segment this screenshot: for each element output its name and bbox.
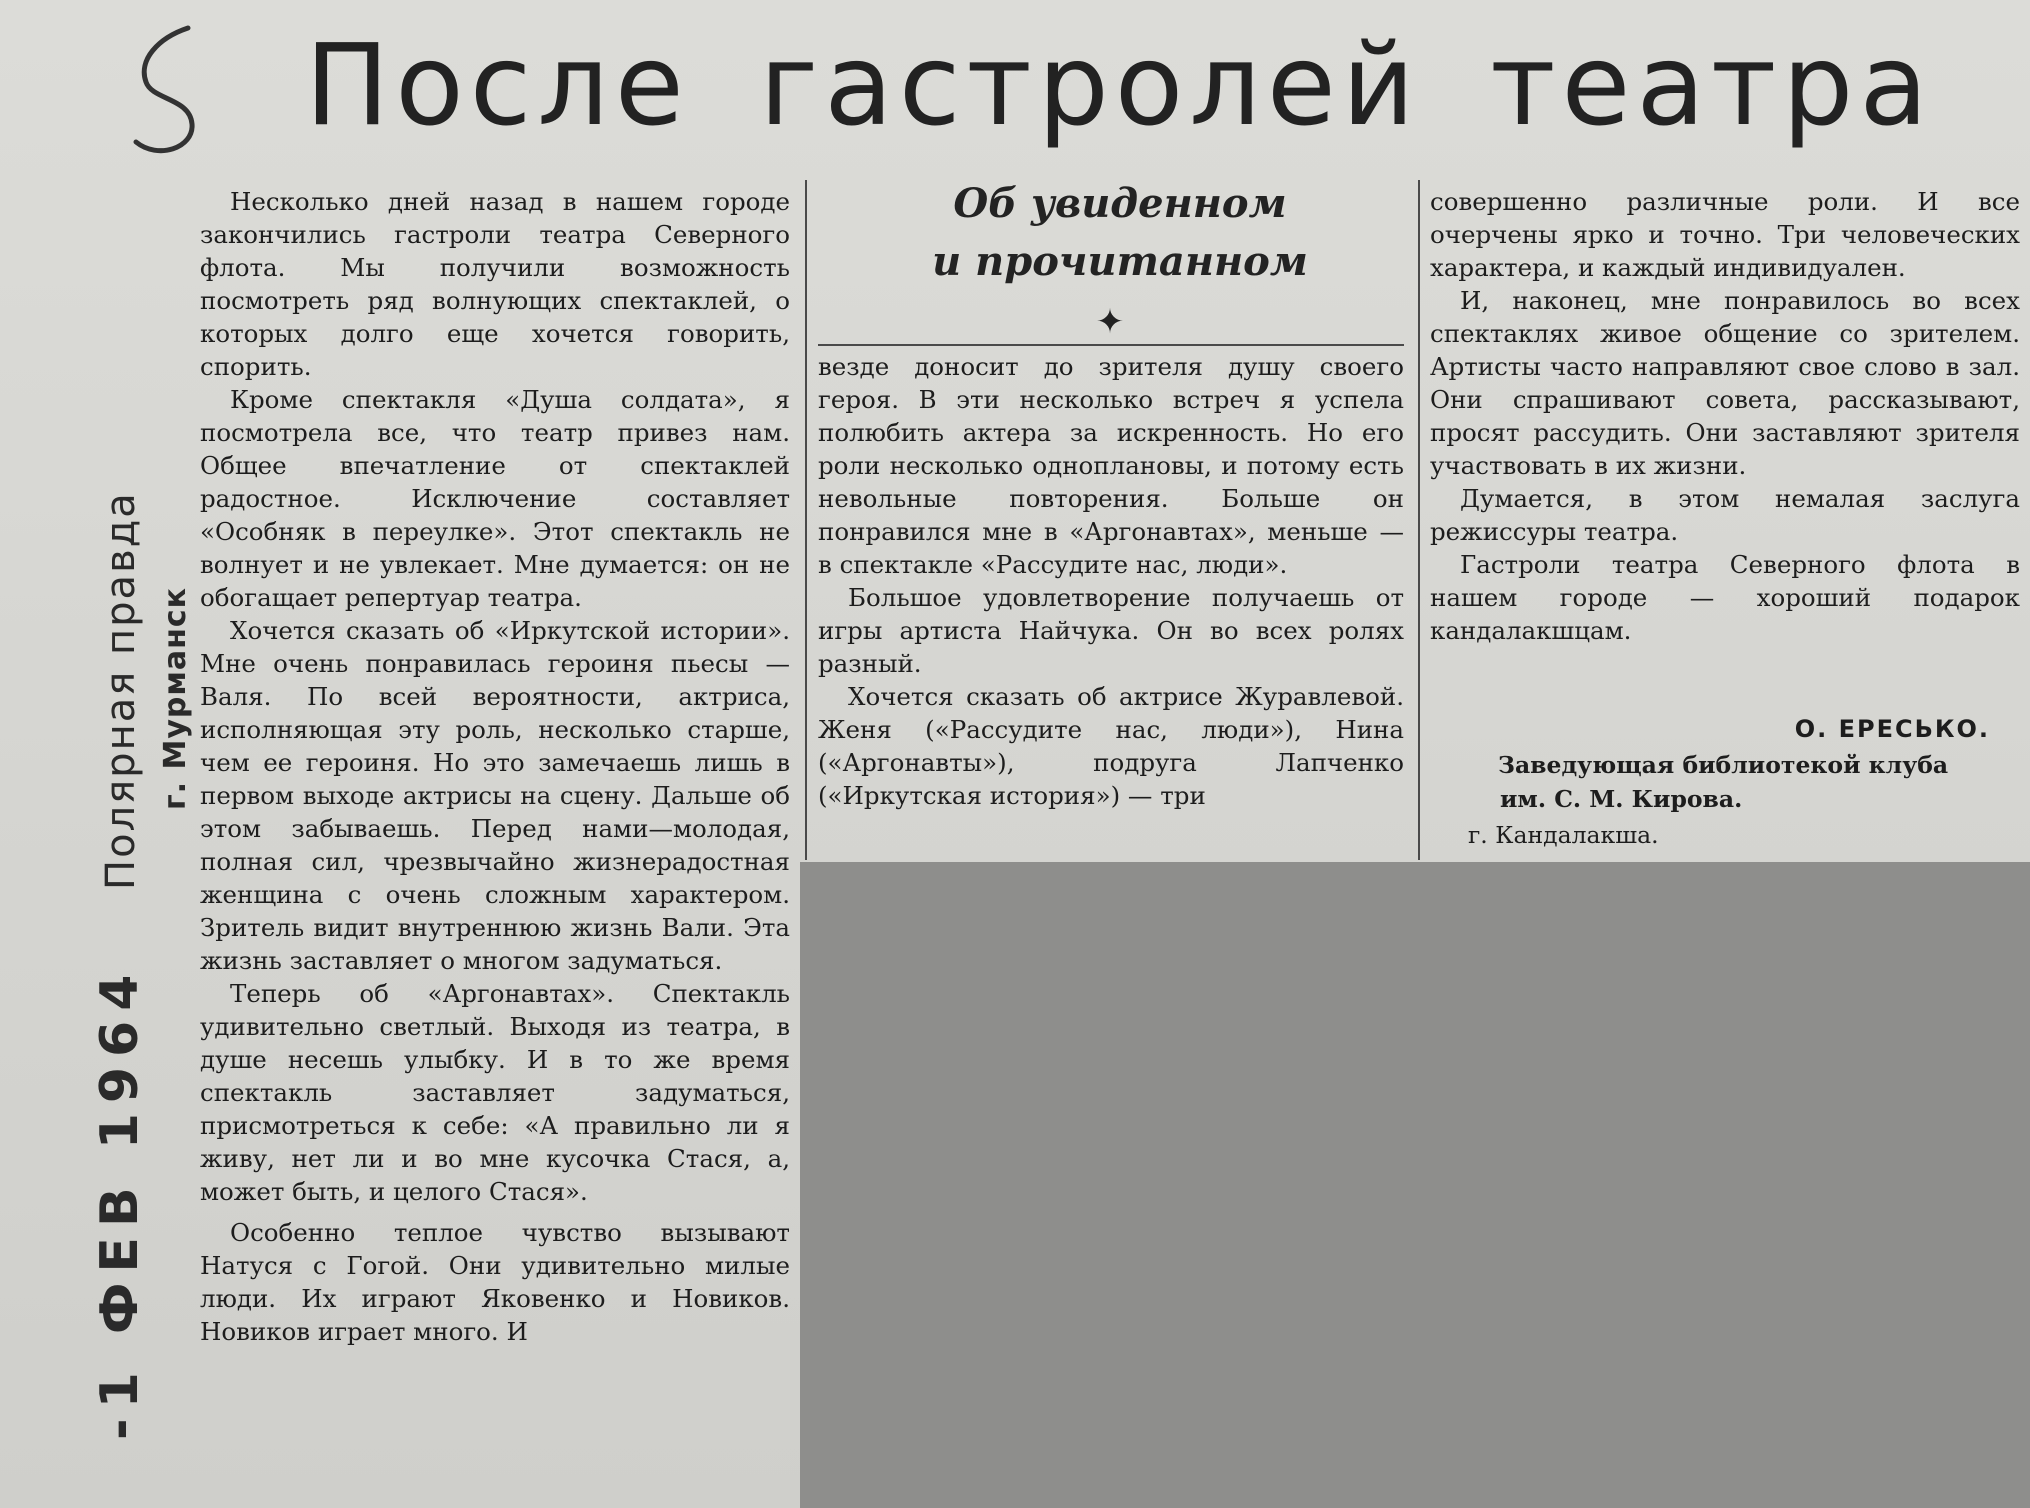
ornament-star-icon: ✦: [1095, 302, 1125, 342]
headline: После гастролей театра: [305, 21, 1934, 151]
backing-paper: [800, 862, 2030, 1508]
paragraph: Большое удовлетворение получаешь от игры артиста Найчука. Он во всех ролях разный.: [818, 583, 1404, 678]
article-column-2: [818, 350, 1404, 812]
paragraph: Гастроли театра Северного флота в нашем городе — хороший подарок кандалакшцам.: [1430, 550, 2020, 645]
column-rule-2: [1418, 180, 1420, 860]
column2-top-rule: [818, 344, 1404, 346]
paragraph: совершенно различные роли. И все очерчены ярко и точно. Три человеческих характера, и каждый индивидуален.: [1430, 187, 2020, 282]
author-club: им. С. М. Кирова.: [1500, 785, 1743, 813]
stamp-newspaper: Полярная правда: [98, 491, 144, 890]
subheading-line-2: и прочитанном: [932, 238, 1308, 285]
paragraph: везде доносит до зрителя душу своего героя. В эти несколько встреч я успела полюбить актера за искренность. Но его роли несколько одноплановы, и потому есть невольные повторения. Больше он понравился мне в «Аргонавтах», меньше — в спектакле «Рассудите нас, люди».: [818, 352, 1404, 579]
stamp-date: -1 ФЕВ 1964: [90, 964, 150, 1440]
handwritten-mark: [118, 20, 208, 170]
author-city: г. Кандалакша.: [1468, 821, 1659, 849]
paragraph: Теперь об «Аргонавтах». Спектакль удивительно светлый. Выходя из театра, в душе несешь улыбку. И в то же время спектакль заставляет задуматься, присмотреться к себе: «А правильно ли я живу, нет ли и во мне кусочка Стася, а, может быть, и целого Стася».: [200, 979, 790, 1206]
paragraph: Думается, в этом немалая заслуга режиссуры театра.: [1430, 484, 2020, 546]
paragraph: Кроме спектакля «Душа солдата», я посмотрела все, что театр привез нам. Общее впечатление от спектаклей радостное. Исключение составляет «Особняк в переулке». Этот спектакль не волнует и не увлекает. Мне думается: он не обогащает репертуар театра.: [200, 385, 790, 612]
article-column-1: [200, 185, 790, 1348]
paragraph: Хочется сказать об «Иркутской истории». Мне очень понравилась героиня пьесы — Валя. По всей вероятности, актриса, исполняющая эту роль, несколько старше, чем ее героиня. Но это замечаешь лишь в первом выходе актрисы на сцену. Дальше об этом забываешь. Перед нами—молодая, полная сил, чрезвычайно жизнерадостная женщина с очень сложным характером. Зритель видит внутреннюю жизнь Вали. Эта жизнь заставляет о многом задуматься.: [200, 616, 790, 975]
paragraph: Несколько дней назад в нашем городе закончились гастроли театра Северного флота. Мы получили возможность посмотреть ряд волнующих спектаклей, о которых долго еще хочется говорить, спорить.: [200, 187, 790, 381]
stamp-city: г. Мурманск: [158, 586, 193, 810]
article-column-3: [1430, 185, 2020, 647]
author-name: О. ЕРЕСЬКО.: [1794, 715, 1990, 743]
paragraph: И, наконец, мне понравилось во всех спектаклях живое общение со зрителем. Артисты часто направляют свое слово в зал. Они спрашивают совета, рассказывают, просят рассудить. Они заставляют зрителя участвовать в их жизни.: [1430, 286, 2020, 480]
column-rule-1: [805, 180, 807, 860]
paragraph: Особенно теплое чувство вызывают Натуся с Гогой. Они удивительно милые люди. Их играют Яковенко и Новиков. Новиков играет много. И: [200, 1218, 790, 1346]
subheading-line-1: Об увиденном: [953, 180, 1287, 227]
paragraph: Хочется сказать об актрисе Журавлевой. Женя («Рассудите нас, люди»), Нина («Аргонавты»), подруга Лапченко («Иркутская история») — три: [818, 682, 1404, 810]
author-position: Заведующая библиотекой клуба: [1498, 751, 1949, 779]
subheading: [840, 175, 1400, 291]
